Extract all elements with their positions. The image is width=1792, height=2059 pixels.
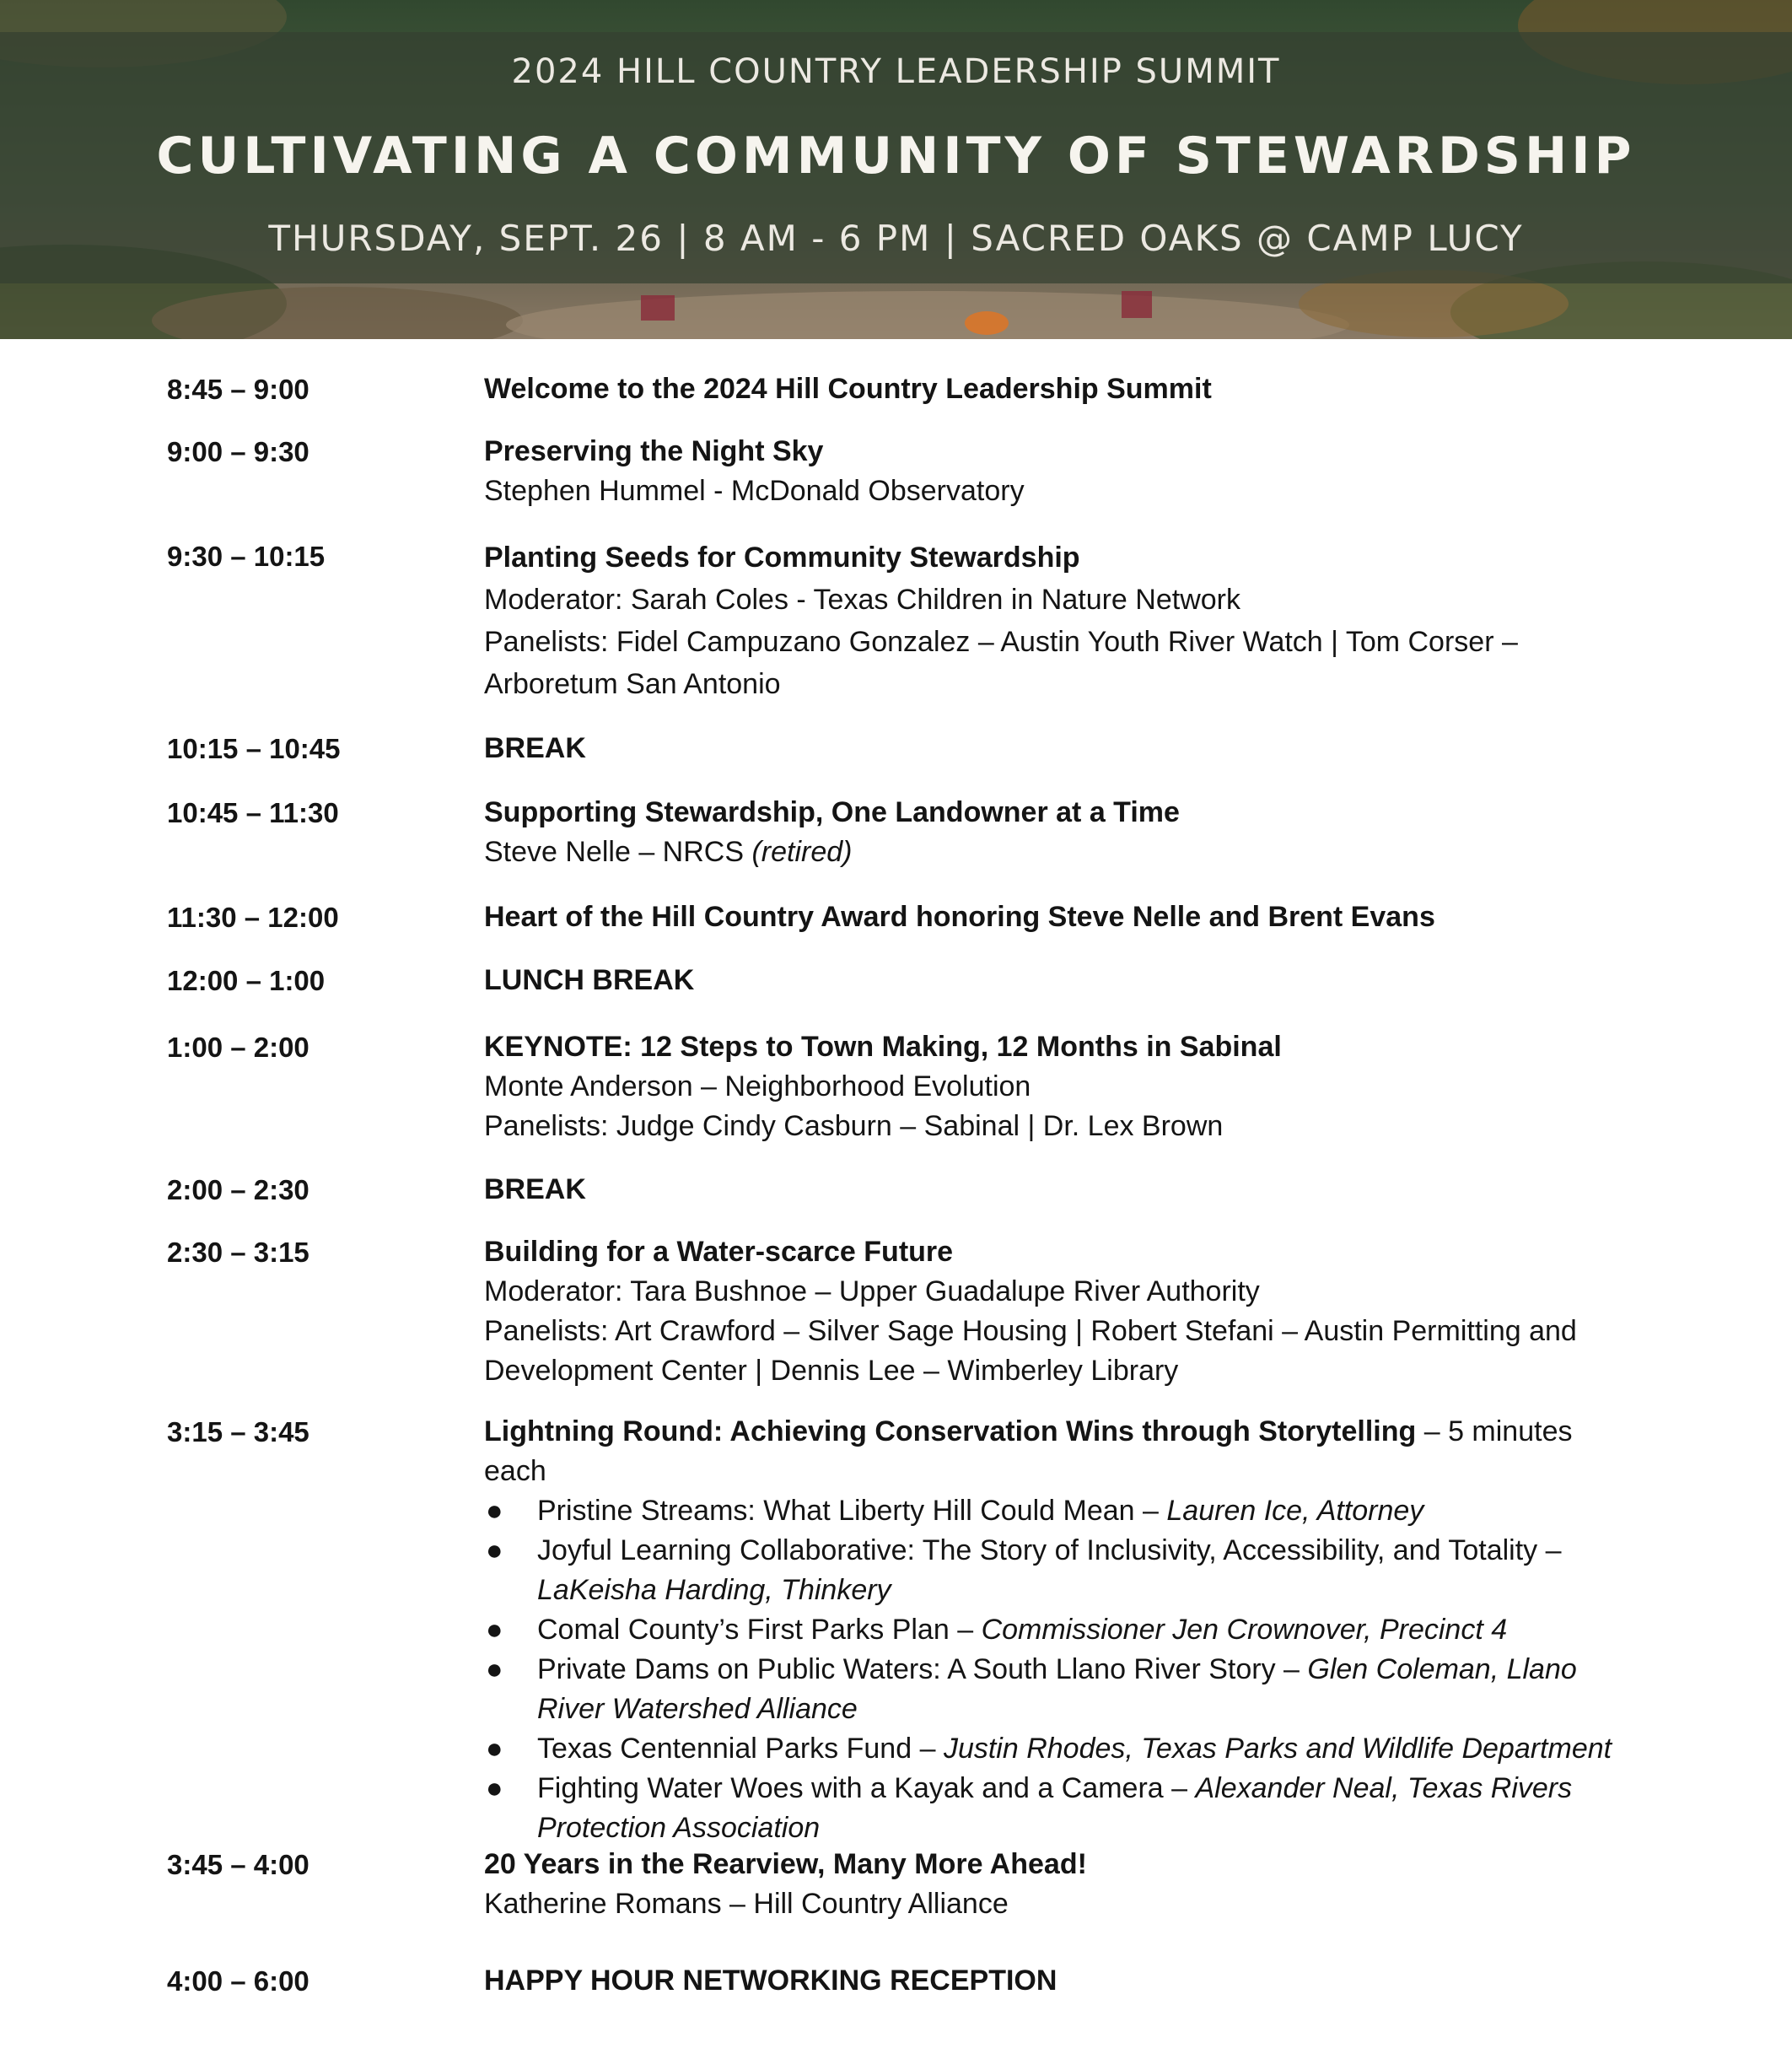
agenda-title: Welcome to the 2024 Hill Country Leadership Summit — [484, 373, 1212, 405]
agenda-title: Preserving the Night Sky — [484, 435, 824, 467]
agenda-time: 4:00 – 6:00 — [167, 1965, 309, 1997]
speaker-note: (retired) — [751, 836, 853, 868]
agenda-title: Supporting Stewardship, One Landowner at a Time — [484, 796, 1180, 828]
agenda-title: Building for a Water-scarce Future — [484, 1236, 954, 1268]
agenda-time: 9:30 – 10:15 — [167, 541, 326, 572]
list-item: ● Joyful Learning Collaborative: The Story of Inclusivity, Accessibility, and Totality – LaKeisha Harding, Thinkery — [484, 1531, 1631, 1610]
bullet-icon: ● — [486, 1614, 503, 1646]
bullet-icon: ● — [486, 1653, 503, 1685]
agenda-moderator: Moderator: Sarah Coles - Texas Children in Nature Network — [484, 584, 1240, 616]
header-banner — [0, 0, 1792, 339]
event-theme: CULTIVATING A COMMUNITY OF STEWARDSHIP — [156, 127, 1636, 186]
agenda-title-note: – 5 minutes each — [484, 1415, 1573, 1487]
agenda-time: 1:00 – 2:00 — [167, 1032, 309, 1063]
agenda-time: 2:00 – 2:30 — [167, 1174, 309, 1205]
agenda-speaker: Stephen Hummel - McDonald Observatory — [484, 475, 1025, 507]
agenda-panelists: Development Center | Dennis Lee – Wimberley Library — [484, 1355, 1179, 1387]
agenda-title: Heart of the Hill Country Award honoring Steve Nelle and Brent Evans — [484, 901, 1435, 933]
agenda-title: 20 Years in the Rearview, Many More Ahead! — [484, 1848, 1087, 1880]
agenda-time: 12:00 – 1:00 — [167, 965, 326, 996]
list-item: ● Fighting Water Woes with a Kayak and a Camera – Alexander Neal, Texas Rivers Protection Association — [484, 1769, 1631, 1848]
event-details: THURSDAY, SEPT. 26 | 8 AM - 6 PM | SACRED OAKS @ CAMP LUCY — [268, 218, 1524, 259]
agenda-time: 9:00 – 9:30 — [167, 436, 309, 467]
agenda-title: Planting Seeds for Community Stewardship — [484, 542, 1080, 574]
bullet-icon: ● — [486, 1772, 503, 1804]
agenda-time: 3:45 – 4:00 — [167, 1849, 309, 1880]
agenda-time: 3:15 – 3:45 — [167, 1416, 309, 1447]
agenda-time: 8:45 – 9:00 — [167, 374, 309, 405]
agenda-panelists: Panelists: Fidel Campuzano Gonzalez – Austin Youth River Watch | Tom Corser – — [484, 626, 1518, 658]
event-name: 2024 HILL COUNTRY LEADERSHIP SUMMIT — [511, 52, 1281, 91]
agenda-panelists: Arboretum San Antonio — [484, 668, 781, 700]
agenda-time: 10:45 – 11:30 — [167, 797, 339, 828]
list-item: ● Private Dams on Public Waters: A South Llano River Story – Glen Coleman, Llano River Watershed Alliance — [484, 1650, 1631, 1729]
list-item: ● Comal County’s First Parks Plan – Commissioner Jen Crownover, Precinct 4 — [484, 1610, 1631, 1650]
agenda-title: Lightning Round: Achieving Conservation Wins through Storytelling — [484, 1415, 1417, 1447]
agenda-time: 10:15 – 10:45 — [167, 733, 341, 764]
agenda-title: BREAK — [484, 1173, 586, 1205]
bullet-icon: ● — [486, 1733, 503, 1765]
agenda-speaker: Monte Anderson – Neighborhood Evolution — [484, 1070, 1031, 1102]
bullet-icon: ● — [486, 1534, 503, 1566]
agenda-time: 11:30 – 12:00 — [167, 902, 339, 933]
agenda-speaker: Steve Nelle – NRCS (retired) — [484, 836, 853, 868]
agenda-panelists: Panelists: Art Crawford – Silver Sage Housing | Robert Stefani – Austin Permitting and — [484, 1315, 1577, 1347]
list-item: ● Texas Centennial Parks Fund – Justin Rhodes, Texas Parks and Wildlife Department — [484, 1729, 1631, 1769]
agenda-title: BREAK — [484, 732, 586, 764]
agenda-moderator: Moderator: Tara Bushnoe – Upper Guadalupe River Authority — [484, 1275, 1260, 1307]
agenda-title: HAPPY HOUR NETWORKING RECEPTION — [484, 1965, 1057, 1997]
agenda-panelists: Panelists: Judge Cindy Casburn – Sabinal | Dr. Lex Brown — [484, 1110, 1224, 1142]
agenda-time: 2:30 – 3:15 — [167, 1237, 309, 1268]
list-item: ● Pristine Streams: What Liberty Hill Could Mean – Lauren Ice, Attorney — [484, 1491, 1631, 1531]
bullet-icon: ● — [486, 1495, 503, 1527]
lightning-talk-list — [484, 1491, 1631, 1848]
agenda-title: LUNCH BREAK — [484, 964, 695, 996]
agenda-speaker: Katherine Romans – Hill Country Alliance — [484, 1888, 1009, 1920]
agenda-title: KEYNOTE: 12 Steps to Town Making, 12 Months in Sabinal — [484, 1031, 1282, 1063]
